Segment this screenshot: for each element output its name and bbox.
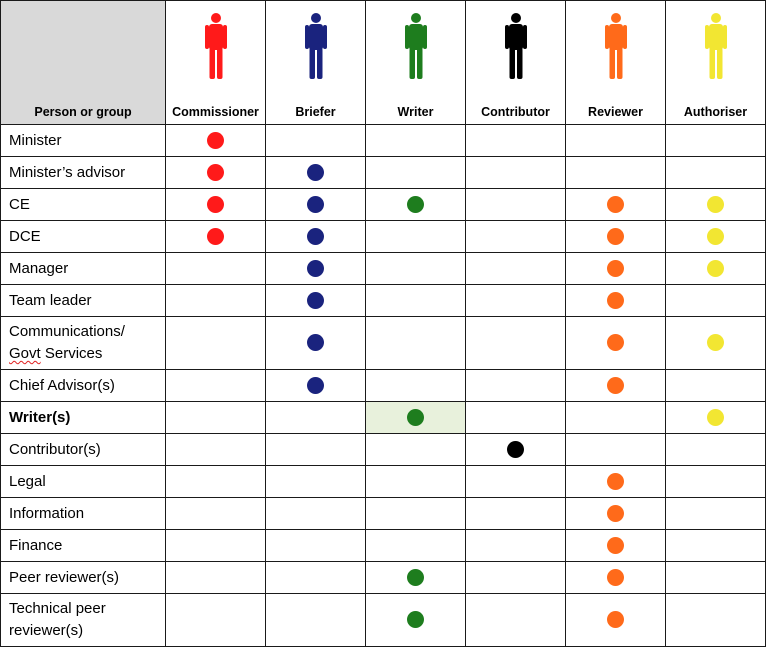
table-row: [1, 317, 766, 370]
role-cell-briefer: [266, 157, 366, 189]
role-cell-reviewer: [566, 285, 666, 317]
role-cell-contributor: [466, 125, 566, 157]
role-cell-writer: [366, 434, 466, 466]
role-cell-contributor: [466, 221, 566, 253]
person-icon: [305, 13, 327, 79]
role-cell-authoriser: [666, 125, 766, 157]
contributor-marker-icon: [507, 441, 524, 458]
table-row: [1, 370, 766, 402]
authoriser-marker-icon: [707, 196, 724, 213]
table-row: [1, 530, 766, 562]
role-cell-writer: [366, 189, 466, 221]
role-header-briefer: [266, 1, 366, 125]
reviewer-marker-icon: [607, 260, 624, 277]
reviewer-marker-icon: [607, 196, 624, 213]
reviewer-marker-icon: [607, 505, 624, 522]
authoriser-marker-icon: [707, 334, 724, 351]
briefer-marker-icon: [307, 164, 324, 181]
role-cell-briefer: [266, 562, 366, 594]
briefer-marker-icon: [307, 228, 324, 245]
role-cell-briefer: [266, 466, 366, 498]
writer-marker-icon: [407, 409, 424, 426]
role-cell-writer: [366, 157, 466, 189]
person-or-group-name: Minister’s advisor: [1, 157, 166, 189]
role-cell-authoriser: [666, 370, 766, 402]
role-cell-writer: [366, 498, 466, 530]
role-cell-contributor: [466, 370, 566, 402]
role-cell-writer: [366, 594, 466, 647]
person-or-group-name: Contributor(s): [1, 434, 166, 466]
role-cell-writer: [366, 530, 466, 562]
role-cell-writer: [366, 402, 466, 434]
person-or-group-name: Manager: [1, 253, 166, 285]
briefer-marker-icon: [307, 196, 324, 213]
briefer-marker-icon: [307, 377, 324, 394]
role-cell-contributor: [466, 253, 566, 285]
role-cell-commissioner: [166, 221, 266, 253]
role-header-contributor: [466, 1, 566, 125]
role-cell-reviewer: [566, 370, 666, 402]
role-label: Reviewer: [588, 105, 643, 119]
role-cell-reviewer: [566, 189, 666, 221]
commissioner-marker-icon: [207, 228, 224, 245]
reviewer-marker-icon: [607, 537, 624, 554]
role-cell-reviewer: [566, 466, 666, 498]
role-cell-commissioner: [166, 189, 266, 221]
table-row: [1, 402, 766, 434]
role-cell-writer: [366, 285, 466, 317]
role-cell-authoriser: [666, 594, 766, 647]
person-or-group-name: Team leader: [1, 285, 166, 317]
table-row: [1, 562, 766, 594]
role-cell-commissioner: [166, 157, 266, 189]
role-cell-briefer: [266, 125, 366, 157]
table-row: [1, 594, 766, 647]
role-cell-writer: [366, 466, 466, 498]
role-cell-authoriser: [666, 562, 766, 594]
role-cell-authoriser: [666, 317, 766, 370]
role-cell-authoriser: [666, 466, 766, 498]
table-row: [1, 285, 766, 317]
role-cell-briefer: [266, 498, 366, 530]
role-cell-reviewer: [566, 125, 666, 157]
table-row: [1, 253, 766, 285]
person-or-group-name: Finance: [1, 530, 166, 562]
person-icon: [605, 13, 627, 79]
table-row: [1, 125, 766, 157]
role-cell-briefer: [266, 434, 366, 466]
role-cell-briefer: [266, 530, 366, 562]
briefer-marker-icon: [307, 292, 324, 309]
writer-marker-icon: [407, 569, 424, 586]
reviewer-marker-icon: [607, 334, 624, 351]
person-or-group-name: Technical peer reviewer(s): [1, 594, 166, 647]
role-cell-commissioner: [166, 253, 266, 285]
role-cell-briefer: [266, 253, 366, 285]
role-cell-commissioner: [166, 317, 266, 370]
role-cell-writer: [366, 253, 466, 285]
role-cell-reviewer: [566, 562, 666, 594]
role-cell-commissioner: [166, 402, 266, 434]
role-cell-briefer: [266, 221, 366, 253]
authoriser-marker-icon: [707, 409, 724, 426]
role-cell-contributor: [466, 285, 566, 317]
person-icon: [405, 13, 427, 79]
writer-marker-icon: [407, 196, 424, 213]
role-cell-authoriser: [666, 221, 766, 253]
role-label: Writer: [397, 105, 434, 119]
role-cell-authoriser: [666, 530, 766, 562]
table-row: [1, 157, 766, 189]
person-or-group-name: Chief Advisor(s): [1, 370, 166, 402]
role-cell-commissioner: [166, 562, 266, 594]
role-cell-briefer: [266, 317, 366, 370]
role-cell-commissioner: [166, 370, 266, 402]
reviewer-marker-icon: [607, 611, 624, 628]
role-cell-reviewer: [566, 402, 666, 434]
role-cell-authoriser: [666, 253, 766, 285]
briefer-marker-icon: [307, 260, 324, 277]
role-cell-contributor: [466, 189, 566, 221]
commissioner-marker-icon: [207, 196, 224, 213]
person-icon: [705, 13, 727, 79]
role-cell-contributor: [466, 317, 566, 370]
person-or-group-header: Person or group: [1, 1, 166, 125]
reviewer-marker-icon: [607, 377, 624, 394]
authoriser-marker-icon: [707, 260, 724, 277]
role-cell-contributor: [466, 157, 566, 189]
role-cell-authoriser: [666, 434, 766, 466]
role-cell-reviewer: [566, 498, 666, 530]
role-cell-commissioner: [166, 594, 266, 647]
header-row: [1, 1, 766, 125]
reviewer-marker-icon: [607, 569, 624, 586]
role-cell-briefer: [266, 189, 366, 221]
role-cell-contributor: [466, 594, 566, 647]
role-cell-authoriser: [666, 285, 766, 317]
role-cell-briefer: [266, 594, 366, 647]
role-cell-authoriser: [666, 189, 766, 221]
table-row: [1, 466, 766, 498]
role-cell-reviewer: [566, 594, 666, 647]
role-cell-commissioner: [166, 466, 266, 498]
table-row: [1, 498, 766, 530]
role-header-commissioner: [166, 1, 266, 125]
role-cell-reviewer: [566, 317, 666, 370]
reviewer-marker-icon: [607, 292, 624, 309]
authoriser-marker-icon: [707, 228, 724, 245]
person-or-group-name: Information: [1, 498, 166, 530]
role-cell-reviewer: [566, 157, 666, 189]
role-cell-commissioner: [166, 498, 266, 530]
role-cell-reviewer: [566, 434, 666, 466]
commissioner-marker-icon: [207, 164, 224, 181]
table-row: [1, 189, 766, 221]
table-row: [1, 434, 766, 466]
reviewer-marker-icon: [607, 228, 624, 245]
briefer-marker-icon: [307, 334, 324, 351]
role-cell-authoriser: [666, 157, 766, 189]
role-cell-contributor: [466, 498, 566, 530]
role-cell-writer: [366, 221, 466, 253]
person-or-group-name: Peer reviewer(s): [1, 562, 166, 594]
role-cell-briefer: [266, 370, 366, 402]
role-header-reviewer: [566, 1, 666, 125]
role-cell-writer: [366, 562, 466, 594]
role-cell-writer: [366, 317, 466, 370]
commissioner-marker-icon: [207, 132, 224, 149]
person-icon: [205, 13, 227, 79]
role-cell-commissioner: [166, 434, 266, 466]
role-cell-reviewer: [566, 253, 666, 285]
person-or-group-name: Legal: [1, 466, 166, 498]
role-cell-commissioner: [166, 530, 266, 562]
role-label: Briefer: [295, 105, 336, 119]
table-row: [1, 221, 766, 253]
role-cell-commissioner: [166, 125, 266, 157]
role-header-writer: [366, 1, 466, 125]
role-cell-writer: [366, 370, 466, 402]
role-cell-authoriser: [666, 402, 766, 434]
role-cell-authoriser: [666, 498, 766, 530]
role-cell-reviewer: [566, 530, 666, 562]
person-or-group-name: CE: [1, 189, 166, 221]
role-cell-contributor: [466, 530, 566, 562]
role-cell-briefer: [266, 285, 366, 317]
role-cell-contributor: [466, 402, 566, 434]
role-cell-contributor: [466, 562, 566, 594]
role-cell-writer: [366, 125, 466, 157]
role-label: Authoriser: [683, 105, 748, 119]
role-label: Contributor: [481, 105, 550, 119]
person-or-group-name: Communications/ Govt Services: [1, 317, 166, 370]
person-or-group-name: Minister: [1, 125, 166, 157]
role-cell-reviewer: [566, 221, 666, 253]
person-icon: [505, 13, 527, 79]
role-cell-briefer: [266, 402, 366, 434]
role-cell-contributor: [466, 466, 566, 498]
reviewer-marker-icon: [607, 473, 624, 490]
role-cell-commissioner: [166, 285, 266, 317]
person-or-group-name: DCE: [1, 221, 166, 253]
role-header-authoriser: [666, 1, 766, 125]
person-or-group-name: Writer(s): [1, 402, 166, 434]
roles-matrix-body: [1, 125, 766, 647]
role-cell-contributor: [466, 434, 566, 466]
role-label: Commissioner: [172, 105, 259, 119]
writer-marker-icon: [407, 611, 424, 628]
